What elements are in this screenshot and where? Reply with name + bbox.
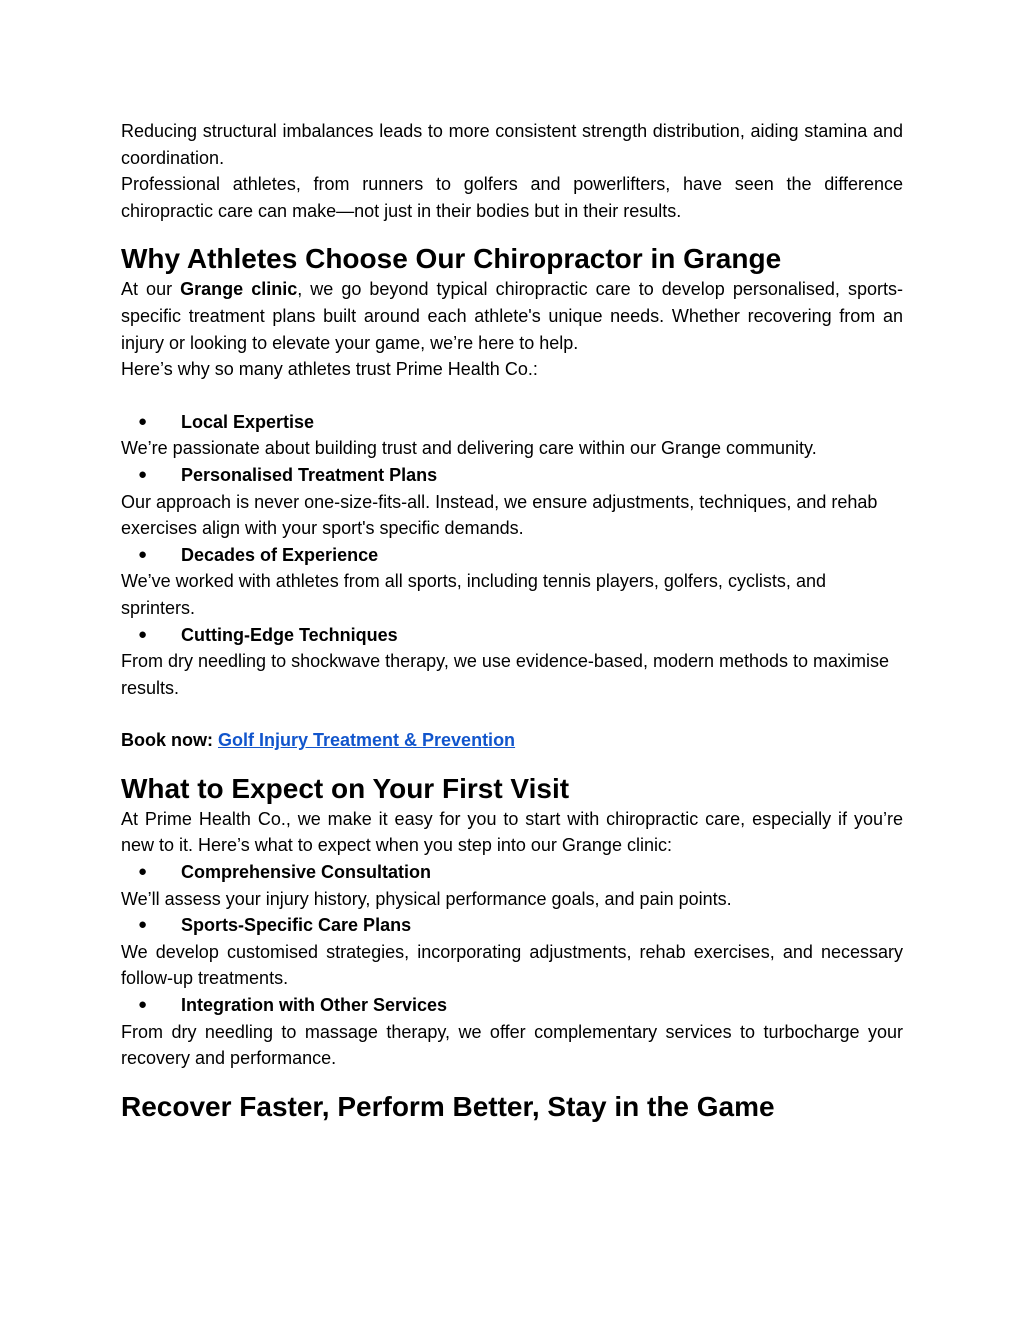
golf-injury-link[interactable]: Golf Injury Treatment & Prevention [218, 730, 516, 751]
book-now-line [121, 727, 903, 754]
why-item-text: We’re passionate about building trust and delivering care within our Grange community. [121, 438, 817, 459]
why-item-text: Our approach is never one-size-fits-all. Instead, we ensure adjustments, techniques, and rehab exercises align with your sport's specific demands. [121, 491, 878, 539]
bullet-icon: ● [138, 465, 148, 483]
why-trust-line: Here’s why so many athletes trust Prime Health Co.: [121, 359, 538, 380]
bullet-icon: ● [138, 996, 148, 1014]
document-body [121, 118, 903, 1124]
bullet-icon: ● [138, 545, 148, 563]
why-item-title: ● Cutting-Edge Techniques [121, 622, 903, 649]
why-intro [121, 276, 903, 356]
bullet-icon: ● [138, 625, 148, 643]
book-now-label: Book now: [121, 730, 218, 751]
visit-item-text: From dry needling to massage therapy, we offer complementary services to turbocharge your recovery and performance. [121, 1021, 903, 1069]
why-intro-bold: Grange clinic [180, 279, 298, 300]
why-item-text: From dry needling to shockwave therapy, we use evidence-based, modern methods to maximise results. [121, 651, 890, 698]
bullet-icon: ● [138, 412, 148, 430]
why-item-title: ● Local Expertise [121, 409, 903, 436]
recover-heading: Recover Faster, Perform Better, Stay in the Game [121, 1090, 775, 1122]
visit-item-title: ● Integration with Other Services [121, 992, 903, 1019]
why-item-title: ● Decades of Experience [121, 542, 903, 569]
visit-item-title: ● Sports-Specific Care Plans [121, 912, 903, 939]
intro-paragraph-1: Reducing structural imbalances leads to more consistent strength distribution, aiding stamina and coordination. [121, 121, 903, 168]
visit-item-text: We develop customised strategies, incorporating adjustments, rehab exercises, and necessary follow-up treatments. [121, 941, 903, 989]
why-item-text: We’ve worked with athletes from all sports, including tennis players, golfers, cyclists, and sprinters. [121, 571, 826, 618]
visit-heading: What to Expect on Your First Visit [121, 772, 570, 804]
why-intro-pre: At our [121, 279, 181, 300]
why-item-title: ● Personalised Treatment Plans [121, 462, 903, 489]
visit-intro: At Prime Health Co., we make it easy for you to start with chiropractic care, especially if you’re new to it. Here’s what to expect when you step into our Grange clinic: [121, 808, 903, 856]
bullet-icon: ● [138, 863, 148, 881]
why-heading: Why Athletes Choose Our Chiropractor in Grange [121, 243, 782, 275]
visit-item-title: ● Comprehensive Consultation [121, 859, 903, 886]
visit-item-text: We’ll assess your injury history, physical performance goals, and pain points. [121, 888, 732, 909]
bullet-icon: ● [138, 916, 148, 934]
why-intro-post: , we go beyond typical chiropractic care to develop personalised, sports-specific treatment plans built around each athlete's unique needs. Whether recovering from an injury or looking to elevate your game, we’re here to help. [121, 279, 903, 353]
intro-paragraph-2: Professional athletes, from runners to golfers and powerlifters, have seen the difference chiropractic care can make—not just in their bodies but in their results. [121, 174, 903, 221]
